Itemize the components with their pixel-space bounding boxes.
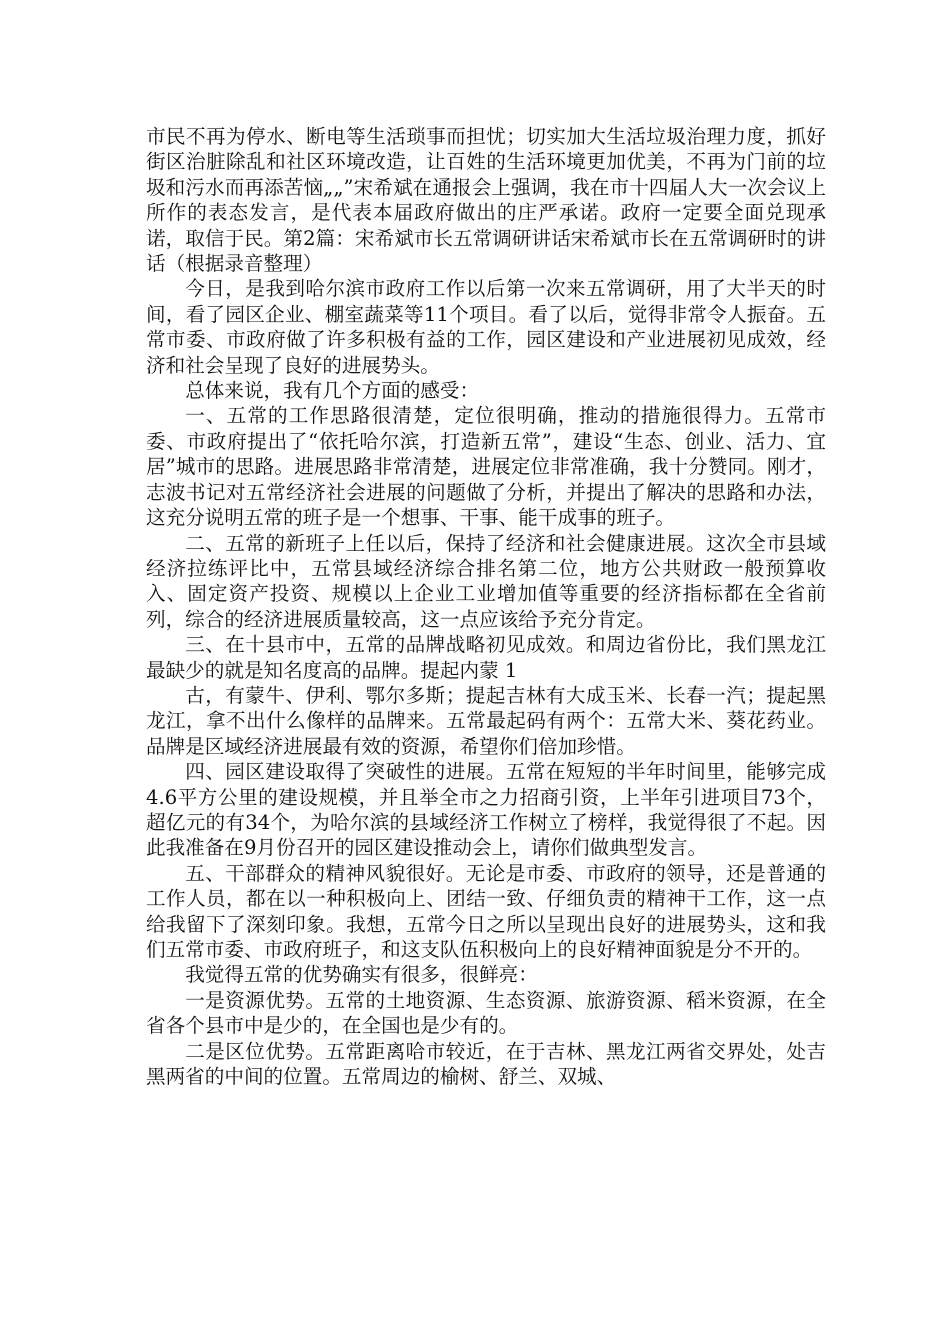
paragraph-10: 我觉得五常的优势确实有很多，很鲜亮：	[185, 963, 538, 987]
document-body	[146, 124, 826, 1089]
paragraph-5: 二、五常的新班子上任以后，保持了经济和社会健康进展。这次全市县域经济拉练评比中，五常县域经济综合排名第二位，地方公共财政一般预算收入、固定资产投资、规模以上企业工业增加值等重要的经济指标都在全省前列，综合的经济进展质量较高，这一点应该给予充分肯定。	[146, 531, 826, 631]
paragraph-7: 古，有蒙牛、伊利、鄂尔多斯；提起吉林有大成玉米、长春一汽；提起黑龙江，拿不出什么像样的品牌来。五常最起码有两个：五常大米、葵花药业。品牌是区域经济进展最有效的资源，希望你们倍加珍惜。	[146, 683, 826, 758]
paragraph-8: 四、园区建设取得了突破性的进展。五常在短短的半年时间里，能够完成4.6平方公里的建设规模，并且举全市之力招商引资，上半年引进项目73个，超亿元的有34个，为哈尔滨的县域经济工作树立了榜样，我觉得很了不起。因此我准备在9月份召开的园区建设推动会上，请你们做典型发言。	[146, 760, 826, 860]
paragraph-6: 三、在十县市中，五常的品牌战略初见成效。和周边省份比，我们黑龙江最缺少的就是知名度高的品牌。提起内蒙 1	[146, 633, 826, 682]
paragraph-3: 总体来说，我有几个方面的感受：	[185, 379, 480, 403]
paragraph-1: 市民不再为停水、断电等生活琐事而担忧；切实加大生活垃圾治理力度，抓好街区治脏除乱和社区环境改造，让百姓的生活环境更加优美，不再为门前的垃圾和污水而再添苦恼„„”宋希斌在通报会上强调，我在市十四届人大一次会议上所作的表态发言，是代表本届政府做出的庄严承诺。政府一定要全面兑现承诺，取信于民。第2篇：宋希斌市长五常调研讲话宋希斌市长在五常调研时的讲话（根据录音整理）	[146, 125, 826, 276]
paragraph-11: 一是资源优势。五常的土地资源、生态资源、旅游资源、稻米资源，在全省各个县市中是少的，在全国也是少有的。	[146, 988, 826, 1038]
paragraph-2: 今日，是我到哈尔滨市政府工作以后第一次来五常调研，用了大半天的时间，看了园区企业、棚室蔬菜等11个项目。看了以后，觉得非常令人振奋。五常市委、市政府做了许多积极有益的工作，园区建设和产业进展初见成效，经济和社会呈现了良好的进展势头。	[146, 277, 826, 377]
paragraph-4: 一、五常的工作思路很清楚，定位很明确，推动的措施很得力。五常市委、市政府提出了“依托哈尔滨，打造新五常”，建设“生态、创业、活力、宜居”城市的思路。进展思路非常清楚，进展定位非常准确，我十分赞同。刚才，志波书记对五常经济社会进展的问题做了分析，并提出了解决的思路和办法，这充分说明五常的班子是一个想事、干事、能干成事的班子。	[146, 404, 826, 530]
paragraph-12: 二是区位优势。五常距离哈市较近，在于吉林、黑龙江两省交界处，处吉黑两省的中间的位置。五常周边的榆树、舒兰、双城、	[146, 1039, 826, 1089]
paragraph-9: 五、干部群众的精神风貌很好。无论是市委、市政府的领导，还是普通的工作人员，都在以一种积极向上、团结一致、仔细负责的精神干工作，这一点给我留下了深刻印象。我想，五常今日之所以呈现出良好的进展势头，这和我们五常市委、市政府班子，和这支队伍积极向上的良好精神面貌是分不开的。	[146, 861, 826, 961]
